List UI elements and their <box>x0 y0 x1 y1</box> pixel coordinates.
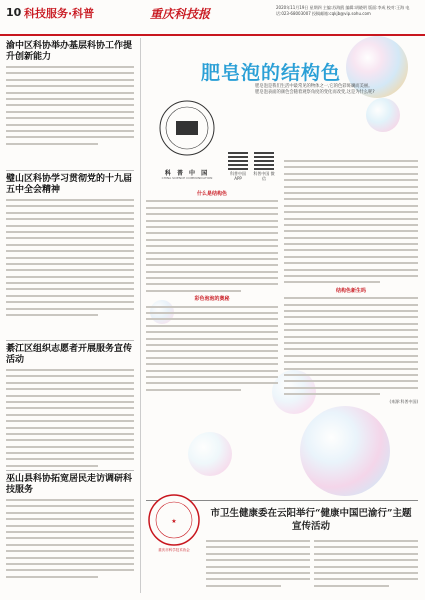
divider <box>6 170 134 171</box>
article-1-title: 渝中区科协举办基层科协工作提升创新能力 <box>6 41 133 62</box>
qr-caption: 科普中国 APP <box>230 171 246 181</box>
bottom-article-title: 市卫生健康委在云阳举行“健康中国巴渝行”主题宣传活动 <box>210 508 412 532</box>
article-4 <box>6 474 134 582</box>
feature-source: (来源:科普中国) <box>389 399 418 405</box>
kepu-china-logo <box>146 96 228 176</box>
qr-card-app[interactable] <box>226 150 250 181</box>
stamp-text: 重庆市科学技术协会 <box>158 548 190 552</box>
feature-intro: 肥皂泡是我们生活中最常见的物体之一,它的色彩斑斓而美丽。肥皂泡表面的颜色会随着观察角度的变化而改变,这是为什么呢? <box>255 84 375 95</box>
article-3-body <box>6 369 134 467</box>
bubble <box>300 406 390 496</box>
bubble <box>366 98 400 132</box>
article-1 <box>6 41 134 149</box>
article-4-body <box>6 499 134 578</box>
qr-card-wechat[interactable] <box>252 150 276 181</box>
article-1-body <box>6 66 134 145</box>
section-heading: 什么是结构色 <box>196 191 227 197</box>
divider <box>6 470 134 471</box>
feature-col-1 <box>146 188 278 395</box>
logo-text: 科 普 中 国 <box>164 170 210 177</box>
bottom-article-col-2 <box>314 540 418 591</box>
article-3 <box>6 344 134 471</box>
qr-caption: 科普中国 微信 <box>253 171 275 181</box>
article-4-title: 巫山县科协拓宽居民走访调研科技服务 <box>6 474 133 495</box>
bottom-article-col-1 <box>206 540 310 591</box>
feature-col-2 <box>284 160 418 406</box>
article-2-title: 璧山区科协学习贯彻党的十九届五中全会精神 <box>6 174 133 195</box>
bubble <box>188 432 232 476</box>
issue-meta: 2020年11月19日 星期四 主编:苏海鸥 编辑:胡晓明 版面:李成 校对:王海 电话:023-68003007 投稿邮箱:cqkjb@vip.sohu.com <box>276 5 410 16</box>
section-heading: 彩色泡泡的奥秘 <box>194 296 230 303</box>
article-3-title: 綦江区组织志愿者开展服务宣传活动 <box>6 344 133 365</box>
column-divider <box>140 38 141 593</box>
stamp-logo <box>146 492 202 548</box>
section-label: 科技服务·科普 <box>24 7 95 20</box>
feature-title: 肥皂泡的结构色 <box>201 62 342 84</box>
page-header <box>0 0 425 36</box>
page-number: 10 <box>6 6 22 19</box>
newspaper-name: 重庆科技报 <box>150 7 211 21</box>
divider <box>6 340 134 341</box>
svg-text:★: ★ <box>171 518 177 525</box>
article-2 <box>6 174 134 320</box>
section-heading: 结构色新生吗 <box>335 287 366 294</box>
qr-code <box>254 150 274 170</box>
qr-code <box>228 150 248 170</box>
article-2-body <box>6 199 134 316</box>
logo-subtext: CHINA SCIENCE COMMUNICATION <box>161 176 213 180</box>
